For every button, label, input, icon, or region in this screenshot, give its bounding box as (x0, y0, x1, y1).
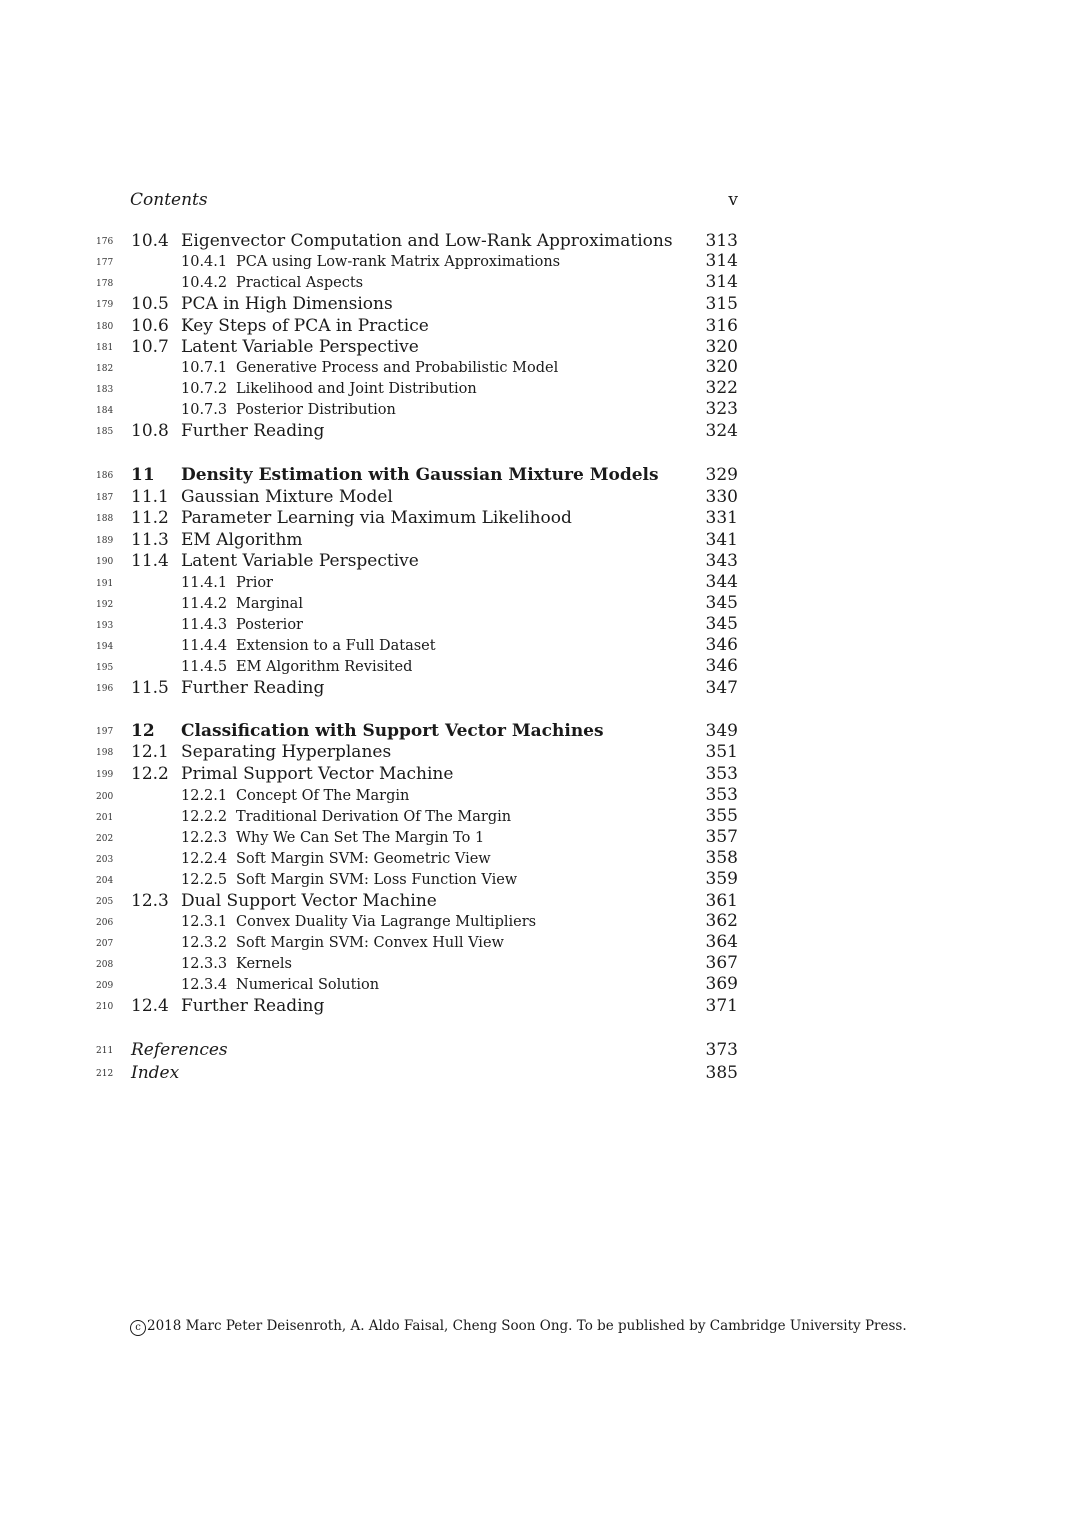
line-number: 176 (96, 237, 114, 247)
entry-title: Soft Margin SVM: Convex Hull View (236, 935, 504, 951)
entry-title: Posterior Distribution (236, 402, 396, 418)
line-number: 184 (96, 406, 114, 416)
toc-section-entry[interactable] (0, 996, 1080, 1018)
line-number: 207 (96, 939, 114, 949)
page-number: 316 (705, 316, 738, 336)
section-number: 11.4.5 (181, 659, 228, 675)
page-number: 346 (705, 656, 738, 676)
entry-title: EM Algorithm Revisited (236, 659, 413, 675)
toc-section-entry[interactable] (0, 316, 1080, 338)
entry-title: PCA in High Dimensions (181, 294, 393, 314)
entry-title: Extension to a Full Dataset (236, 638, 436, 654)
entry-title: Marginal (236, 596, 303, 612)
line-number: 177 (96, 258, 114, 268)
copyright-text: 2018 Marc Peter Deisenroth, A. Aldo Faisal, Cheng Soon Ong. To be published by Cambridge University Press. (147, 1318, 907, 1334)
entry-title: Soft Margin SVM: Loss Function View (236, 872, 518, 888)
page-number: 322 (705, 378, 738, 398)
line-number: 180 (96, 322, 114, 332)
toc-section-entry[interactable] (0, 764, 1080, 786)
toc-section-entry[interactable] (0, 742, 1080, 764)
entry-title: References (131, 1040, 228, 1060)
page-number: 320 (705, 337, 738, 357)
section-number: 10.7.2 (181, 381, 228, 397)
toc-section-entry[interactable] (0, 891, 1080, 913)
line-number: 199 (96, 770, 114, 780)
entry-title: Separating Hyperplanes (181, 742, 392, 762)
toc-section-entry[interactable] (0, 487, 1080, 509)
entry-title: Key Steps of PCA in Practice (181, 316, 429, 336)
line-number: 178 (96, 279, 114, 289)
section-number: 11.3 (131, 530, 169, 550)
section-number: 12.3 (131, 891, 169, 911)
line-number: 205 (96, 897, 114, 907)
entry-title: Dual Support Vector Machine (181, 891, 437, 911)
toc-subsection-entry[interactable] (0, 786, 1080, 808)
entry-title: EM Algorithm (181, 530, 303, 550)
section-number: 11.4.3 (181, 617, 228, 633)
entry-title: Concept Of The Margin (236, 788, 410, 804)
toc-subsection-entry[interactable] (0, 636, 1080, 658)
line-number: 202 (96, 834, 114, 844)
line-number: 206 (96, 918, 114, 928)
line-number: 190 (96, 557, 114, 567)
section-number: 11.1 (131, 487, 169, 507)
line-number: 188 (96, 514, 114, 524)
toc-subsection-entry[interactable] (0, 273, 1080, 295)
page-number: 353 (705, 764, 738, 784)
line-number: 211 (96, 1046, 114, 1056)
entry-title: Generative Process and Probabilistic Model (236, 360, 559, 376)
toc-subsection-entry[interactable] (0, 379, 1080, 401)
line-number: 196 (96, 684, 114, 694)
page-number: 385 (705, 1063, 738, 1083)
entry-title: Prior (236, 575, 273, 591)
page-number: 324 (705, 421, 738, 441)
entry-title: Numerical Solution (236, 977, 380, 993)
entry-title: Posterior (236, 617, 303, 633)
entry-title: Traditional Derivation Of The Margin (236, 809, 512, 825)
line-number: 192 (96, 600, 114, 610)
toc-subsection-entry[interactable] (0, 807, 1080, 829)
toc-subsection-entry[interactable] (0, 849, 1080, 871)
running-head-title: Contents (130, 190, 208, 210)
line-number: 212 (96, 1069, 114, 1079)
page-number: 351 (705, 742, 738, 762)
page-number: 364 (705, 932, 738, 952)
toc-section-entry[interactable] (0, 530, 1080, 552)
entry-title: Why We Can Set The Margin To 1 (236, 830, 485, 846)
line-number: 191 (96, 579, 114, 589)
toc-section-entry[interactable] (0, 551, 1080, 573)
toc-subsection-entry[interactable] (0, 870, 1080, 892)
page-number: 362 (705, 911, 738, 931)
entry-title: Latent Variable Perspective (181, 551, 419, 571)
section-number: 10.7.1 (181, 360, 228, 376)
line-number: 201 (96, 813, 114, 823)
entry-title: Kernels (236, 956, 292, 972)
toc-backmatter-entry[interactable] (0, 1063, 1080, 1085)
entry-title: Practical Aspects (236, 275, 364, 291)
section-number: 12.2.2 (181, 809, 228, 825)
toc-section-entry[interactable] (0, 421, 1080, 443)
page-number: 347 (705, 678, 738, 698)
toc-section-entry[interactable] (0, 508, 1080, 530)
section-number: 12.2.3 (181, 830, 228, 846)
line-number: 182 (96, 364, 114, 374)
line-number: 186 (96, 471, 114, 481)
section-number: 10.5 (131, 294, 169, 314)
toc-subsection-entry[interactable] (0, 657, 1080, 679)
line-number: 187 (96, 493, 114, 503)
toc-section-entry[interactable] (0, 231, 1080, 253)
entry-title: Further Reading (181, 421, 325, 441)
toc-subsection-entry[interactable] (0, 828, 1080, 850)
section-number: 12.2.1 (181, 788, 228, 804)
toc-section-entry[interactable] (0, 678, 1080, 700)
line-number: 200 (96, 792, 114, 802)
entry-title: Further Reading (181, 996, 325, 1016)
entry-title: PCA using Low-rank Matrix Approximations (236, 254, 561, 270)
toc-section-entry[interactable] (0, 337, 1080, 359)
page-number: 346 (705, 635, 738, 655)
section-number: 12.2.5 (181, 872, 228, 888)
toc-subsection-entry[interactable] (0, 400, 1080, 422)
page-number: 373 (705, 1040, 738, 1060)
page-number: 315 (705, 294, 738, 314)
toc-chapter-entry[interactable] (0, 721, 1080, 743)
toc-subsection-entry[interactable] (0, 975, 1080, 997)
entry-title: Parameter Learning via Maximum Likelihood (181, 508, 572, 528)
page-number: 330 (705, 487, 738, 507)
entry-title: Eigenvector Computation and Low-Rank Approximations (181, 231, 673, 251)
line-number: 185 (96, 427, 114, 437)
section-number: 12.3.2 (181, 935, 228, 951)
page-number: 323 (705, 399, 738, 419)
section-number: 11.4 (131, 551, 169, 571)
line-number: 203 (96, 855, 114, 865)
entry-title: Gaussian Mixture Model (181, 487, 393, 507)
page-number: 361 (705, 891, 738, 911)
page-number: 369 (705, 974, 738, 994)
page-number: 329 (705, 465, 738, 485)
page-number: 371 (705, 996, 738, 1016)
page-number: 331 (705, 508, 738, 528)
section-number: 11.5 (131, 678, 169, 698)
toc-subsection-entry[interactable] (0, 358, 1080, 380)
page-number: 355 (705, 806, 738, 826)
toc-section-entry[interactable] (0, 294, 1080, 316)
section-number: 10.4 (131, 231, 169, 251)
section-number: 12.3.1 (181, 914, 228, 930)
line-number: 183 (96, 385, 114, 395)
line-number: 197 (96, 727, 114, 737)
page-number: 353 (705, 785, 738, 805)
section-number: 12.2.4 (181, 851, 228, 867)
entry-title: Convex Duality Via Lagrange Multipliers (236, 914, 537, 930)
toc-backmatter-entry[interactable] (0, 1040, 1080, 1062)
section-number: 10.6 (131, 316, 169, 336)
entry-title: Primal Support Vector Machine (181, 764, 454, 784)
section-number: 11 (131, 465, 155, 485)
line-number: 195 (96, 663, 114, 673)
line-number: 198 (96, 748, 114, 758)
page-number: 343 (705, 551, 738, 571)
entry-title: Latent Variable Perspective (181, 337, 419, 357)
section-number: 11.4.2 (181, 596, 228, 612)
section-number: 12 (131, 721, 155, 741)
page-number: 345 (705, 593, 738, 613)
section-number: 12.3.3 (181, 956, 228, 972)
line-number: 209 (96, 981, 114, 991)
page-number: 341 (705, 530, 738, 550)
page-number: 344 (705, 572, 738, 592)
entry-title: Classification with Support Vector Machines (181, 721, 604, 741)
toc-chapter-entry[interactable] (0, 465, 1080, 487)
copyright-icon: c (130, 1320, 146, 1336)
line-number: 179 (96, 300, 114, 310)
page-number: 314 (705, 272, 738, 292)
line-number: 194 (96, 642, 114, 652)
page-number: 349 (705, 721, 738, 741)
toc-subsection-entry[interactable] (0, 912, 1080, 934)
line-number: 189 (96, 536, 114, 546)
running-head-page-number: v (728, 190, 738, 210)
line-number: 208 (96, 960, 114, 970)
page-number: 314 (705, 251, 738, 271)
section-number: 10.4.1 (181, 254, 228, 270)
section-number: 11.4.4 (181, 638, 228, 654)
section-number: 10.4.2 (181, 275, 228, 291)
page-number: 357 (705, 827, 738, 847)
page-number: 358 (705, 848, 738, 868)
section-number: 10.7.3 (181, 402, 228, 418)
toc-subsection-entry[interactable] (0, 573, 1080, 595)
section-number: 12.3.4 (181, 977, 228, 993)
toc-subsection-entry[interactable] (0, 252, 1080, 274)
entry-title: Further Reading (181, 678, 325, 698)
section-number: 10.7 (131, 337, 169, 357)
section-number: 12.4 (131, 996, 169, 1016)
page-number: 367 (705, 953, 738, 973)
page-number: 320 (705, 357, 738, 377)
section-number: 12.2 (131, 764, 169, 784)
entry-title: Likelihood and Joint Distribution (236, 381, 477, 397)
page-number: 313 (705, 231, 738, 251)
line-number: 193 (96, 621, 114, 631)
page-number: 345 (705, 614, 738, 634)
line-number: 210 (96, 1002, 114, 1012)
section-number: 12.1 (131, 742, 169, 762)
toc-subsection-entry[interactable] (0, 615, 1080, 637)
section-number: 10.8 (131, 421, 169, 441)
section-number: 11.2 (131, 508, 169, 528)
toc-subsection-entry[interactable] (0, 594, 1080, 616)
line-number: 204 (96, 876, 114, 886)
section-number: 11.4.1 (181, 575, 228, 591)
copyright-footer (130, 1318, 907, 1336)
entry-title: Soft Margin SVM: Geometric View (236, 851, 491, 867)
toc-subsection-entry[interactable] (0, 933, 1080, 955)
entry-title: Index (131, 1063, 180, 1083)
line-number: 181 (96, 343, 114, 353)
entry-title: Density Estimation with Gaussian Mixture Models (181, 465, 659, 485)
toc-subsection-entry[interactable] (0, 954, 1080, 976)
page-number: 359 (705, 869, 738, 889)
